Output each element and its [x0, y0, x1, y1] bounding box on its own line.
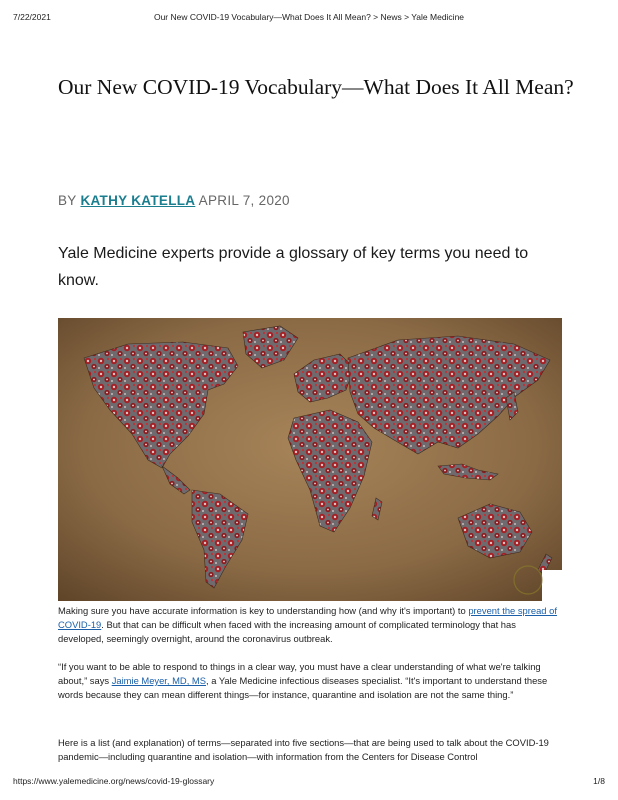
print-date: 7/22/2021 [13, 12, 51, 22]
print-page-title: Our New COVID-19 Vocabulary—What Does It All Mean? > News > Yale Medicine [153, 12, 465, 22]
prevent-spread-link[interactable]: prevent the spread of COVID-19 [58, 605, 557, 630]
hero-image [58, 318, 562, 601]
article-title: Our New COVID-19 Vocabulary—What Does It All Mean? [58, 75, 574, 99]
author-link[interactable]: KATHY KATELLA [80, 193, 196, 208]
virus-world-map-illustration [58, 318, 562, 601]
p1-text-b: . But that can be difficult when faced with the increasing amount of complicated terminology that has developed, seemingly overnight, around the coronavirus outbreak. [58, 618, 516, 644]
article-dek: Yale Medicine experts provide a glossary of key terms you need to know. [58, 245, 529, 289]
page-number: 1/8 [593, 776, 605, 786]
paragraph-quote [58, 660, 563, 701]
p1-text-a: Making sure you have accurate information is key to understanding how (and why it's important) to [58, 605, 469, 616]
p2-text-a: “If you want to be able to respond to things in a clear way, you must have a clear understanding of what we're talking about,” says [58, 661, 541, 686]
p2-text-b: , a Yale Medicine infectious diseases specialist. “It's important to understand these words because they can mean different things—for instance, quarantine and isolation are not the same thing.” [58, 674, 548, 700]
paragraph-intro [58, 604, 563, 645]
paragraph-list-intro: Here is a list (and explanation) of terms—separated into five sections—that are being used to talk about the COVID-19 pandemic—including quarantine and isolation—with information from the Centers for Disease Control [58, 737, 549, 762]
jaimie-meyer-link[interactable]: Jaimie Meyer, MD, MS [111, 674, 206, 686]
print-url: https://www.yalemedicine.org/news/covid-19-glossary [13, 776, 215, 786]
publish-date: APRIL 7, 2020 [198, 193, 290, 208]
byline [58, 193, 290, 208]
byline-prefix: BY [58, 193, 77, 208]
